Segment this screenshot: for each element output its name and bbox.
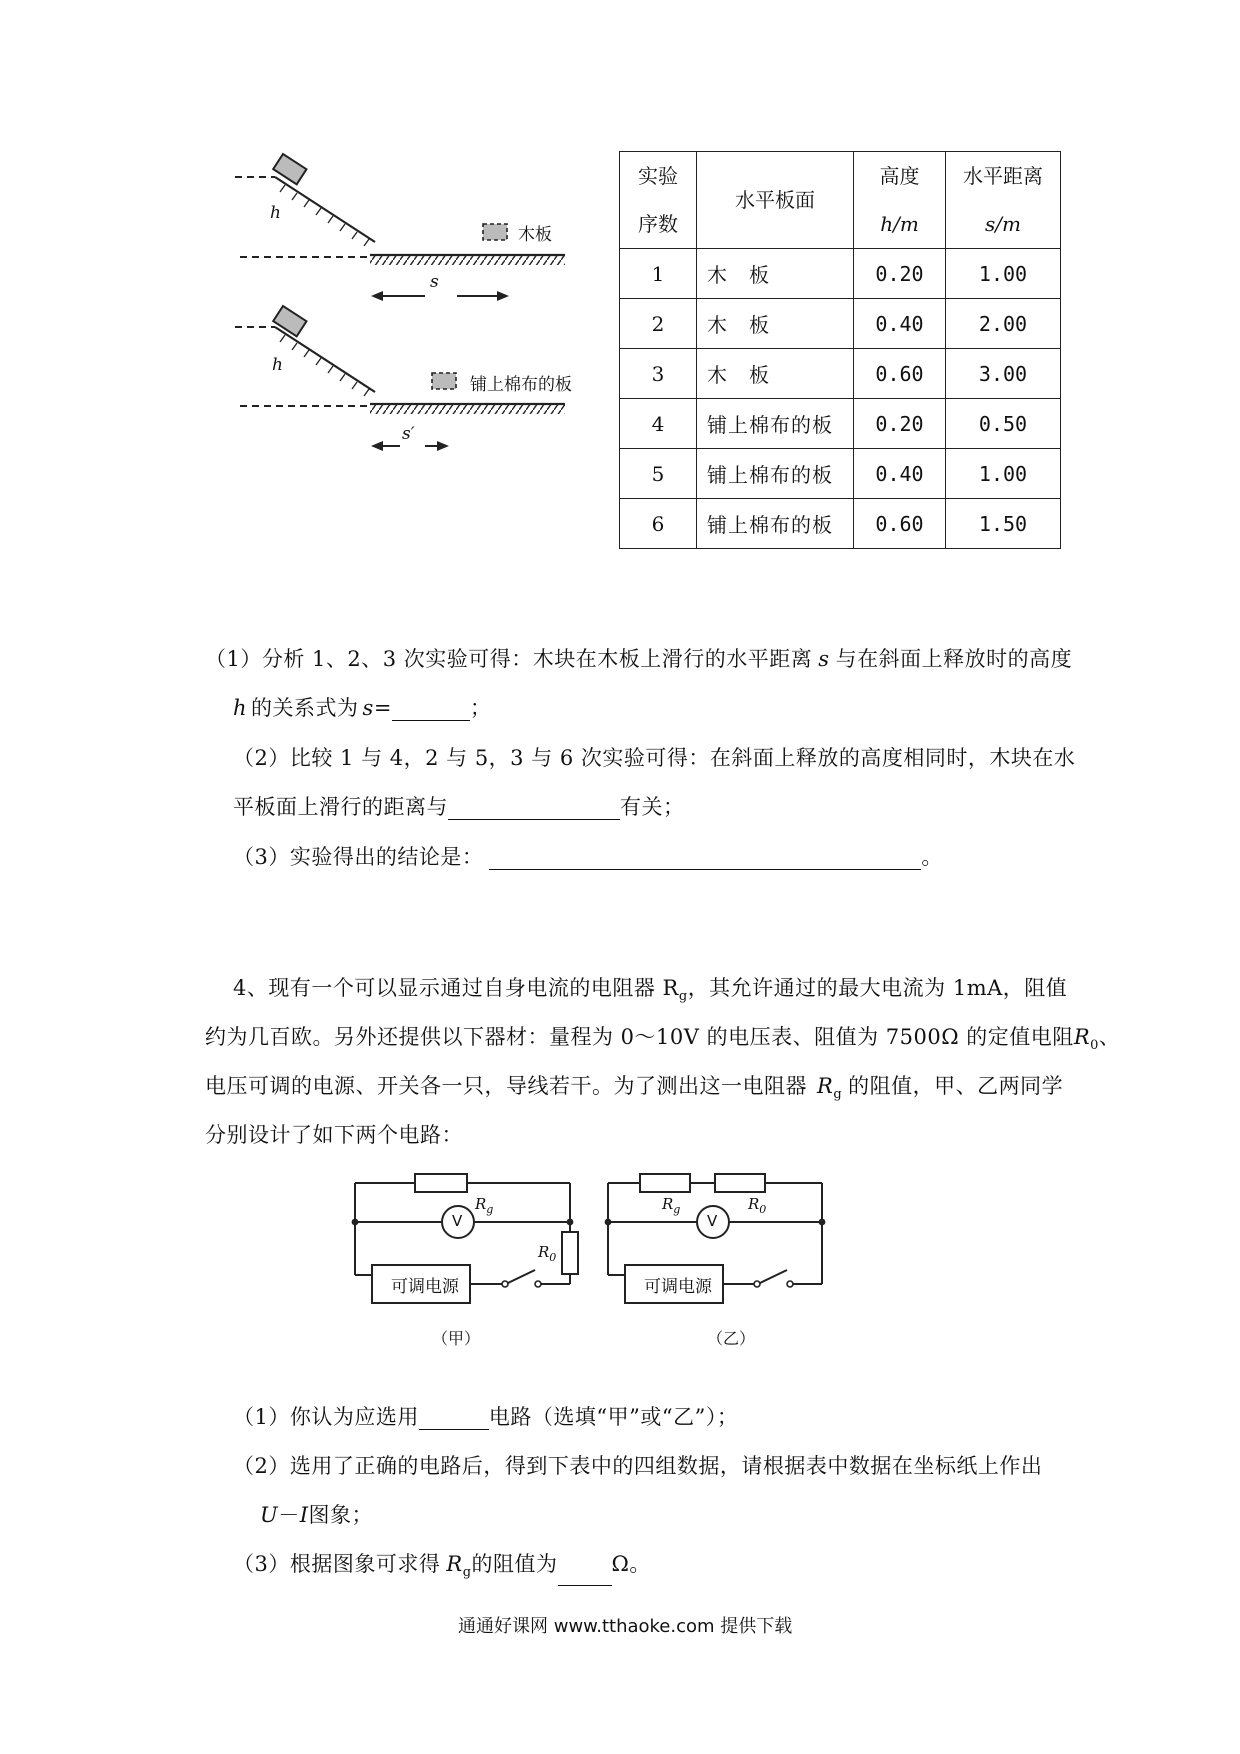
incline-label-h-top: h [270,203,281,223]
table-row: 5 铺上棉布的板 0.40 1.00 [620,449,1061,499]
q3-blank-3[interactable] [489,847,921,870]
circuit-b-r0 [715,1174,765,1192]
incline-label-board-bottom: 铺上棉布的板 [470,375,572,395]
board-legend-box-bottom [432,373,456,389]
circuit-b-caption: （乙） [707,1329,756,1348]
q3-part2-line2: 平板面上滑行的距离与 有关； [233,795,685,819]
block-bottom [273,306,306,336]
circuit-a-r0 [562,1232,578,1274]
incline-label-h-bottom: h [272,355,283,375]
incline-label-s-top: s [430,272,439,292]
table-row: 2 木 板 0.40 2.00 [620,299,1061,349]
footer-source: 通通好课网 www.tthaoke.com 提供下载 [458,1616,793,1637]
experiment-table [619,151,1061,549]
table-row: 6 铺上棉布的板 0.60 1.50 [620,499,1061,549]
table-row: 3 木 板 0.60 3.00 [620,349,1061,399]
table-row: 1 木 板 0.20 1.00 [620,249,1061,299]
q4-blank-3[interactable] [558,1563,612,1586]
q4-sub3: （3）根据图象可求得 $R_g$的阻值为 Ω。 [233,1551,651,1586]
circuit-a-power-label: 可调电源 [391,1277,459,1297]
header-distance: 水平距离 s/m [946,152,1061,249]
q3-part3: （3）实验得出的结论是： 。 [233,845,943,869]
header-height: 高度 h/m [854,152,946,249]
circuit-a-voltmeter-label: V [452,1212,463,1230]
circuit-b-r0-label: $R_0$ [748,1195,767,1216]
circuit-a-rg [415,1174,467,1192]
q3-blank-2[interactable] [448,797,620,820]
header-surface: 水平板面 [697,152,854,249]
q4-line2: 约为几百欧。另外还提供以下器材：量程为 0～10V 的电压表、阻值为 7500Ω 的定值电阻$R_0$、 [205,1025,1121,1054]
circuit-b-voltmeter-label: V [707,1212,718,1230]
circuit-a-r0-label: $R_0$ [538,1243,557,1264]
incline-top [235,154,565,301]
q4-blank-1[interactable] [419,1407,489,1430]
q4-line1: 4、现有一个可以显示通过自身电流的电阻器 $R_g$，其允许通过的最大电流为 1mA，阻值 [233,976,1068,1005]
q4-sub2-line1: （2）选用了正确的电路后，得到下表中的四组数据，请根据表中数据在坐标纸上作出 [233,1454,1043,1478]
q4-sub2-line2: U－I图象； [260,1503,373,1527]
incline-label-s-bottom: s′ [402,424,415,444]
incline-label-board-top: 木板 [518,225,552,245]
circuit-b-rg-label: $R_g$ [662,1195,681,1216]
q3-blank-1[interactable] [392,698,470,721]
incline-figure [225,150,605,490]
circuit-a-rg-label: $R_g$ [475,1195,494,1216]
circuit-a-caption: （甲） [432,1329,481,1348]
q3-part1-line1: （1）分析 1、2、3 次实验可得：木块在木板上滑行的水平距离 s 与在斜面上释放时的高度 [205,647,1073,671]
q4-sub1: （1）你认为应选用 电路（选填“甲”或“乙”）； [233,1405,739,1429]
q4-line4: 分别设计了如下两个电路： [205,1123,463,1147]
q3-part2-line1: （2）比较 1 与 4，2 与 5，3 与 6 次实验可得：在斜面上释放的高度相同时，木块在水 [233,746,1076,770]
header-trial: 实验 序数 [620,152,697,249]
q3-part1-line2: h 的关系式为 s= ； [233,696,492,720]
table-row: 4 铺上棉布的板 0.20 0.50 [620,399,1061,449]
table-header-row [620,152,1061,249]
circuit-a [355,1174,578,1303]
board-legend-box-top [483,224,507,240]
circuit-b-power-label: 可调电源 [644,1277,712,1297]
q4-line3: 电压可调的电源、开关各一只，导线若干。为了测出这一电阻器 $R_g$ 的阻值，甲、乙两同学 [205,1074,1064,1103]
circuit-b-rg [640,1174,690,1192]
